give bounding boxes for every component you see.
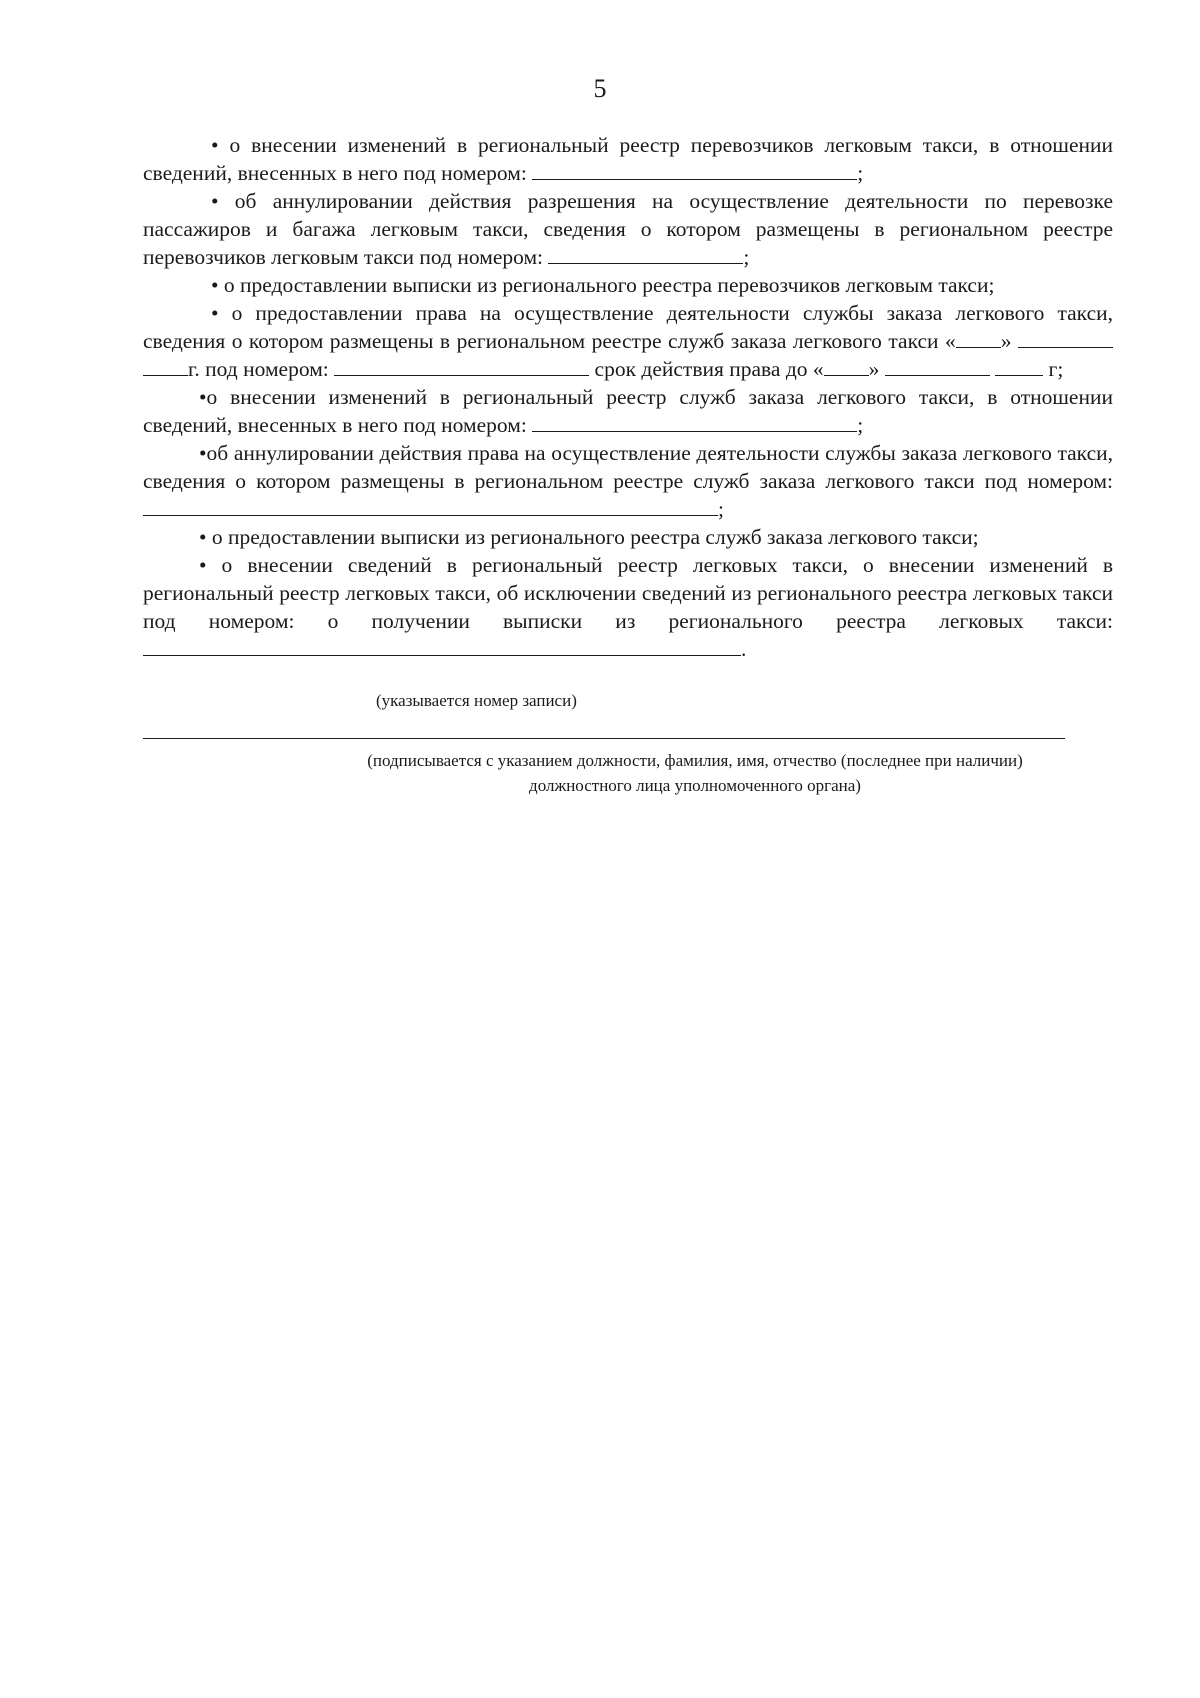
month-field[interactable] bbox=[1018, 329, 1113, 348]
list-item: • о предоставлении права на осуществление деятельности службы заказа легкового такси, сведения о котором размещены в региональном реестре служб заказа легкового такси « » г. под номером: срок действия права до « » г; bbox=[143, 301, 1113, 381]
item-text: •о внесении изменений в региональный реестр служб заказа легкового такси, в отношении сведений, внесенных в него под номером: bbox=[143, 385, 1113, 437]
list-item bbox=[143, 523, 1113, 551]
page-number: 5 bbox=[593, 74, 607, 103]
valid-until-month-field[interactable] bbox=[885, 357, 990, 376]
list-item bbox=[143, 271, 1113, 299]
item-text: • о предоставлении выписки из регионального реестра служб заказа легкового такси; bbox=[199, 525, 979, 549]
item-text: • о внесении сведений в региональный реестр легковых такси, о внесении изменений в региональный реестр легковых такси, об исключении сведений из регионального реестра легковых такси под номером: о получении выписки из регионального реестра легковых такси: bbox=[143, 553, 1113, 633]
record-number-field[interactable] bbox=[143, 637, 741, 656]
list-item: •о внесении изменений в региональный реестр служб заказа легкового такси, в отношении сведений, внесенных в него под номером: ; bbox=[143, 385, 1113, 437]
day-field[interactable] bbox=[956, 329, 1001, 348]
signature-line[interactable] bbox=[143, 738, 1065, 739]
item-text: • о предоставлении права на осуществление деятельности службы заказа легкового такси, сведения о котором размещены в региональном реестре служб заказа легкового такси bbox=[143, 301, 1113, 353]
record-number-field[interactable] bbox=[548, 245, 743, 264]
record-number-field[interactable] bbox=[143, 497, 718, 516]
record-number-field[interactable] bbox=[334, 357, 589, 376]
valid-until-day-field[interactable] bbox=[824, 357, 869, 376]
item-text: • об аннулировании действия разрешения на осуществление деятельности по перевозке пассажиров и багажа легковым такси, сведения о котором размещены в региональном реестре перевозчиков легковым такси под номером: bbox=[143, 189, 1113, 269]
item-text: •об аннулировании действия права на осуществление деятельности службы заказа легкового такси, сведения о котором размещены в региональном реестре служб заказа легкового такси под номером: bbox=[143, 441, 1113, 493]
list-item: •об аннулировании действия права на осуществление деятельности службы заказа легкового такси, сведения о котором размещены в региональном реестре служб заказа легкового такси под номером: ; bbox=[143, 441, 1113, 521]
year-field[interactable] bbox=[143, 357, 188, 376]
request-options-list bbox=[143, 131, 1113, 663]
list-item: • об аннулировании действия разрешения на осуществление деятельности по перевозке пассажиров и багажа легковым такси, сведения о котором размещены в региональном реестре перевозчиков легковым такси под номером: ; bbox=[143, 189, 1113, 269]
list-item: • о внесении сведений в региональный реестр легковых такси, о внесении изменений в региональный реестр легковых такси, об исключении сведений из регионального реестра легковых такси под номером: о получении выписки из регионального реестра легковых такси: . bbox=[143, 553, 1113, 661]
record-number-field[interactable] bbox=[532, 161, 857, 180]
record-number-field[interactable] bbox=[532, 413, 857, 432]
item-text: • о предоставлении выписки из регионального реестра перевозчиков легковым такси; bbox=[211, 273, 995, 297]
list-item: • о внесении изменений в региональный реестр перевозчиков легковым такси, в отношении сведений, внесенных в него под номером: ; bbox=[143, 133, 1113, 185]
signature-caption: (подписывается с указанием должности, фамилия, имя, отчество (последнее при наличии) должностного лица уполномоченного органа) bbox=[367, 751, 1023, 795]
record-number-caption: (указывается номер записи) bbox=[376, 691, 577, 710]
valid-until-year-field[interactable] bbox=[995, 357, 1043, 376]
item-text: • о внесении изменений в региональный реестр перевозчиков легковым такси, в отношении сведений, внесенных в него под номером: bbox=[143, 133, 1113, 185]
